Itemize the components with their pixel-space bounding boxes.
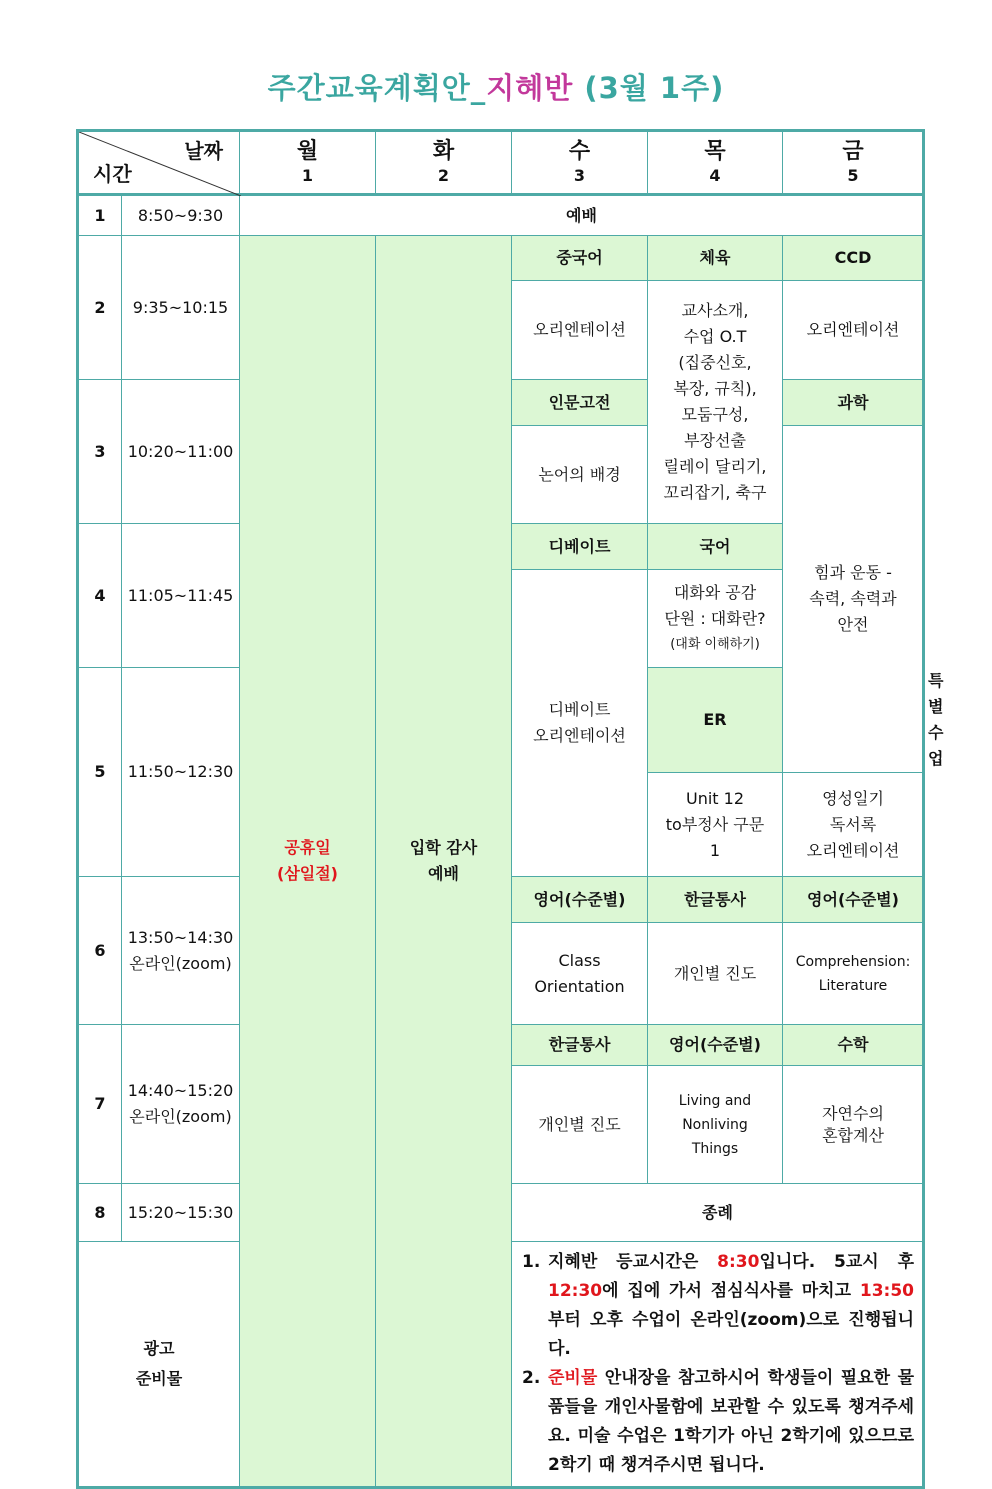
day-number: 1 (301, 165, 314, 185)
lesson-line: 독서록 (829, 814, 877, 834)
lesson-line: Class (558, 950, 601, 970)
lesson-cell: 오리엔테이션 (512, 281, 648, 380)
period-number: 4 (78, 524, 122, 668)
day-name: 월 (296, 138, 319, 164)
period-number: 1 (78, 195, 122, 236)
lesson-line: Literature (818, 977, 888, 994)
lesson-cell-korean (648, 570, 783, 668)
lesson-line: 안전 (837, 615, 869, 634)
lesson-line: 대화와 공감 (673, 582, 757, 602)
mon-holiday-cell (240, 236, 376, 1488)
period-time: 14:40~15:20 (127, 1081, 234, 1100)
lesson-cell-special (783, 773, 924, 877)
period-time: 11:50~12:30 (122, 668, 240, 877)
notice-highlight-supplies: 준비물 (548, 1368, 598, 1388)
subject-cell: 과학 (783, 380, 924, 426)
lesson-line: to부정사 구문 (665, 814, 765, 834)
lesson-cell-pe (648, 281, 783, 524)
day-header-wed (512, 131, 648, 195)
lesson-line: 1 (709, 840, 721, 860)
notice-item-2 (522, 1364, 914, 1480)
day-header-fri (783, 131, 924, 195)
tue-worship-cell (376, 236, 512, 1488)
lesson-line: 자연수의 (822, 1103, 884, 1123)
lesson-cell: 오리엔테이션 (783, 281, 924, 380)
lesson-line: Things (691, 1140, 739, 1157)
day-name: 금 (842, 138, 864, 164)
online-label: 온라인(zoom) (129, 1107, 232, 1126)
corner-cell (78, 131, 240, 195)
notice-text-part: 입니다. 5교시 후 (759, 1252, 915, 1272)
lesson-line: 수업 O.T (683, 327, 747, 346)
notice-item-text (548, 1364, 914, 1480)
holiday-name: (삼일절) (277, 864, 338, 883)
lesson-cell: 개인별 진도 (648, 923, 783, 1025)
period-number: 7 (78, 1025, 122, 1184)
closing-cell: 종례 (512, 1184, 924, 1242)
period-time: 10:20~11:00 (122, 380, 240, 524)
lesson-line: 단원 : 대화란? (664, 608, 766, 628)
period-number: 8 (78, 1184, 122, 1242)
notice-highlight-time: 8:30 (717, 1252, 760, 1272)
subject-cell: 디베이트 (512, 524, 648, 570)
period-number: 5 (78, 668, 122, 877)
period-time: 11:05~11:45 (122, 524, 240, 668)
day-header-mon (240, 131, 376, 195)
lesson-line: 혼합계산 (822, 1125, 884, 1145)
corner-time-label: 시간 (93, 162, 132, 186)
lesson-cell-debate (512, 570, 648, 877)
lesson-line: 속력, 속력과 (809, 589, 897, 608)
subject-cell: 중국어 (512, 236, 648, 281)
day-name: 목 (704, 138, 726, 164)
worship-cell: 예배 (240, 195, 924, 236)
page-title (0, 66, 992, 107)
lesson-line: 부장선출 (684, 431, 746, 450)
lesson-line: Nonliving (682, 1116, 748, 1133)
day-number: 5 (847, 165, 859, 185)
notice-text-part: 에 집에 가서 점심식사를 마치고 (602, 1281, 860, 1301)
weekly-schedule-table (76, 129, 944, 1489)
period-row-1 (78, 195, 924, 236)
notice-text-part: 안내장을 참고하시어 학생들이 필요한 물품들을 개인사물함에 보관할 수 있도록 챙겨주세요. 미술 수업은 1학기가 아닌 2학기에 있으므로 2학기 때 챙겨주시면 됩니다. (548, 1368, 914, 1475)
period-number: 2 (78, 236, 122, 380)
lesson-line: 꼬리잡기, 축구 (663, 483, 767, 502)
subject-cell: 한글통사 (648, 877, 783, 923)
subject-cell: 인문고전 (512, 380, 648, 426)
notice-content-cell (512, 1242, 924, 1488)
tue-event-line-2: 예배 (428, 864, 459, 883)
lesson-line: (대화 이해하기) (670, 636, 760, 652)
notice-label-cell (78, 1242, 240, 1488)
lesson-cell-er (648, 773, 783, 877)
corner-date-label: 날짜 (184, 139, 223, 163)
period-time: 8:50~9:30 (122, 195, 240, 236)
lesson-line: Living and (678, 1092, 752, 1109)
lesson-line: 오리엔테이션 (533, 726, 626, 745)
period-time: 15:20~15:30 (122, 1184, 240, 1242)
period-time: 9:35~10:15 (122, 236, 240, 380)
lesson-line: 복장, 규칙), (673, 379, 757, 398)
lesson-cell-math (783, 1066, 924, 1184)
lesson-cell: 논어의 배경 (512, 426, 648, 524)
notice-highlight-time: 13:50 (859, 1281, 914, 1301)
online-label: 온라인(zoom) (129, 953, 232, 973)
title-week: (3월 1주) (573, 71, 725, 105)
period-number: 6 (78, 877, 122, 1025)
subject-cell: CCD (783, 236, 924, 281)
period-number: 3 (78, 380, 122, 524)
lesson-line: 모둠구성, (681, 405, 749, 424)
lesson-line: (집중신호, (678, 353, 752, 372)
day-header-thu (648, 131, 783, 195)
notice-highlight-time: 12:30 (548, 1281, 603, 1301)
subject-cell: 영어(수준별) (512, 877, 648, 923)
period-time-cell (122, 1025, 240, 1184)
lesson-line: 디베이트 (548, 700, 611, 719)
lesson-line: 교사소개, (681, 301, 749, 320)
holiday-label: 공휴일 (284, 838, 331, 857)
notice-label-line: 광고 (143, 1339, 175, 1358)
subject-cell: 영어(수준별) (783, 877, 924, 923)
notice-label-line: 준비물 (135, 1369, 183, 1388)
lesson-cell-english-fri (783, 923, 924, 1025)
subject-cell: 국어 (648, 524, 783, 570)
notice-item-number: 1. (522, 1252, 541, 1272)
lesson-line: 영성일기 (822, 788, 884, 808)
lesson-line: Comprehension: (795, 953, 911, 970)
notice-text-part: 부터 오후 수업이 온라인(zoom)으로 진행됩니다. (548, 1310, 914, 1359)
subject-cell: 수학 (783, 1025, 924, 1066)
subject-cell: 체육 (648, 236, 783, 281)
lesson-cell: 개인별 진도 (512, 1066, 648, 1184)
lesson-line: 힘과 운동 - (814, 563, 892, 582)
period-row-2 (78, 236, 924, 281)
day-name: 화 (432, 138, 455, 164)
lesson-line: 오리엔테이션 (806, 840, 900, 860)
header-row (78, 131, 924, 195)
period-time: 13:50~14:30 (127, 927, 234, 947)
lesson-cell-english-thu (648, 1066, 783, 1184)
day-name: 수 (568, 138, 591, 164)
period-time-cell (122, 877, 240, 1025)
day-header-tue (376, 131, 512, 195)
title-class-name: 지혜반 (486, 71, 574, 105)
notice-item-text (548, 1248, 914, 1364)
subject-cell: 한글통사 (512, 1025, 648, 1066)
notice-item-number: 2. (522, 1368, 541, 1388)
subject-cell: 영어(수준별) (648, 1025, 783, 1066)
day-number: 2 (437, 165, 450, 185)
lesson-line: Orientation (534, 976, 625, 996)
tue-event-line-1: 입학 감사 (409, 838, 478, 857)
subject-cell: ER (648, 668, 783, 773)
lesson-cell-science (783, 426, 924, 773)
day-number: 4 (709, 165, 721, 185)
lesson-cell-english (512, 923, 648, 1025)
period-row-5: 5 11:50~12:30 ER 특별수업 (78, 668, 924, 773)
lesson-line: 릴레이 달리기, (663, 457, 767, 476)
lesson-line: Unit 12 (685, 788, 744, 808)
notice-item-1 (522, 1248, 914, 1364)
title-prefix: 주간교육계획안_ (267, 71, 487, 105)
notice-text-part: 지혜반 등교시간은 (548, 1252, 718, 1272)
day-number: 3 (573, 165, 586, 185)
